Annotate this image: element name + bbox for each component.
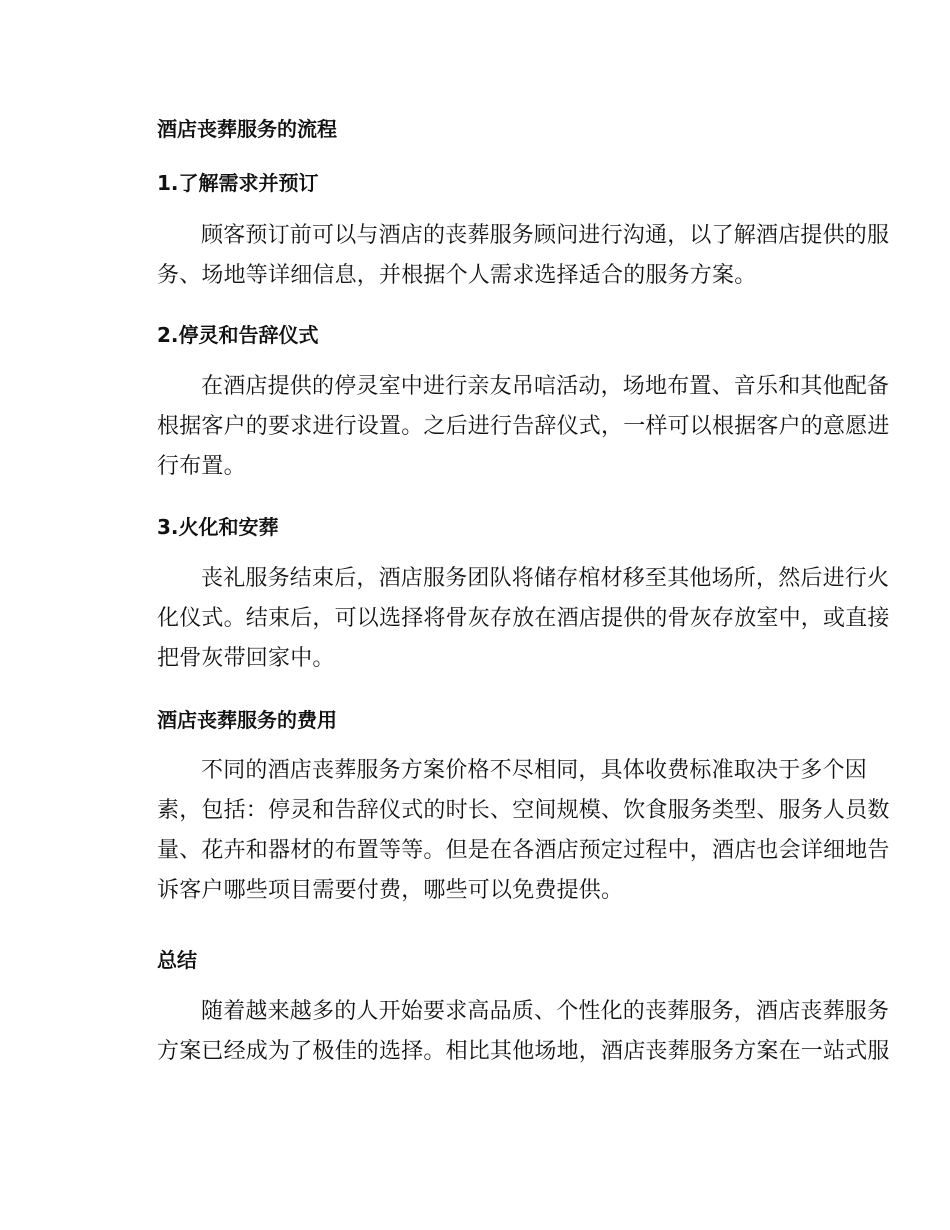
paragraph-fees xyxy=(113,751,890,911)
section-step-1 xyxy=(113,168,833,198)
section-heading: 2.停灵和告辞仪式 xyxy=(157,323,319,347)
paragraph-line: 在酒店提供的停灵室中进行亲友吊唁活动，场地布置、音乐和其他配备 xyxy=(201,374,890,399)
section-heading: 酒店丧葬服务的费用 xyxy=(157,708,337,732)
paragraph-line: 顾客预订前可以与酒店的丧葬服务顾问进行沟通，以了解酒店提供的服 xyxy=(201,223,890,248)
section-summary xyxy=(113,945,833,975)
paragraph-step-3 xyxy=(113,559,890,679)
paragraph-line: 随着越来越多的人开始要求高品质、个性化的丧葬服务，酒店丧葬服务 xyxy=(201,999,890,1024)
paragraph-line: 把骨灰带回家中。 xyxy=(157,646,335,671)
paragraph-summary xyxy=(113,992,890,1072)
section-step-3 xyxy=(113,512,833,542)
paragraph-line: 行布置。 xyxy=(157,454,246,479)
paragraph-step-1 xyxy=(113,216,890,296)
section-heading: 3.火化和安葬 xyxy=(157,515,279,539)
section-step-2 xyxy=(113,320,833,350)
paragraph-line: 根据客户的要求进行设置。之后进行告辞仪式，一样可以根据客户的意愿进 xyxy=(157,414,890,439)
paragraph-line: 诉客户哪些项目需要付费，哪些可以免费提供。 xyxy=(157,878,624,903)
paragraph-line: 务、场地等详细信息，并根据个人需求选择适合的服务方案。 xyxy=(157,263,757,288)
section-heading: 总结 xyxy=(157,948,197,972)
section-heading: 酒店丧葬服务的流程 xyxy=(157,117,337,141)
paragraph-step-2 xyxy=(113,367,890,487)
paragraph-line: 素，包括：停灵和告辞仪式的时长、空间规模、饮食服务类型、服务人员数 xyxy=(157,798,890,823)
section-process-title xyxy=(113,114,833,144)
paragraph-line: 方案已经成为了极佳的选择。相比其他场地，酒店丧葬服务方案在一站式服 xyxy=(157,1039,890,1064)
section-fees xyxy=(113,705,833,735)
section-heading: 1.了解需求并预订 xyxy=(157,171,319,195)
paragraph-line: 化仪式。结束后，可以选择将骨灰存放在酒店提供的骨灰存放室中，或直接 xyxy=(157,606,890,631)
paragraph-line: 不同的酒店丧葬服务方案价格不尽相同，具体收费标准取决于多个因 xyxy=(201,758,868,783)
paragraph-line: 量、花卉和器材的布置等等。但是在各酒店预定过程中，酒店也会详细地告 xyxy=(157,838,890,863)
paragraph-line: 丧礼服务结束后，酒店服务团队将储存棺材移至其他场所，然后进行火 xyxy=(201,566,890,591)
